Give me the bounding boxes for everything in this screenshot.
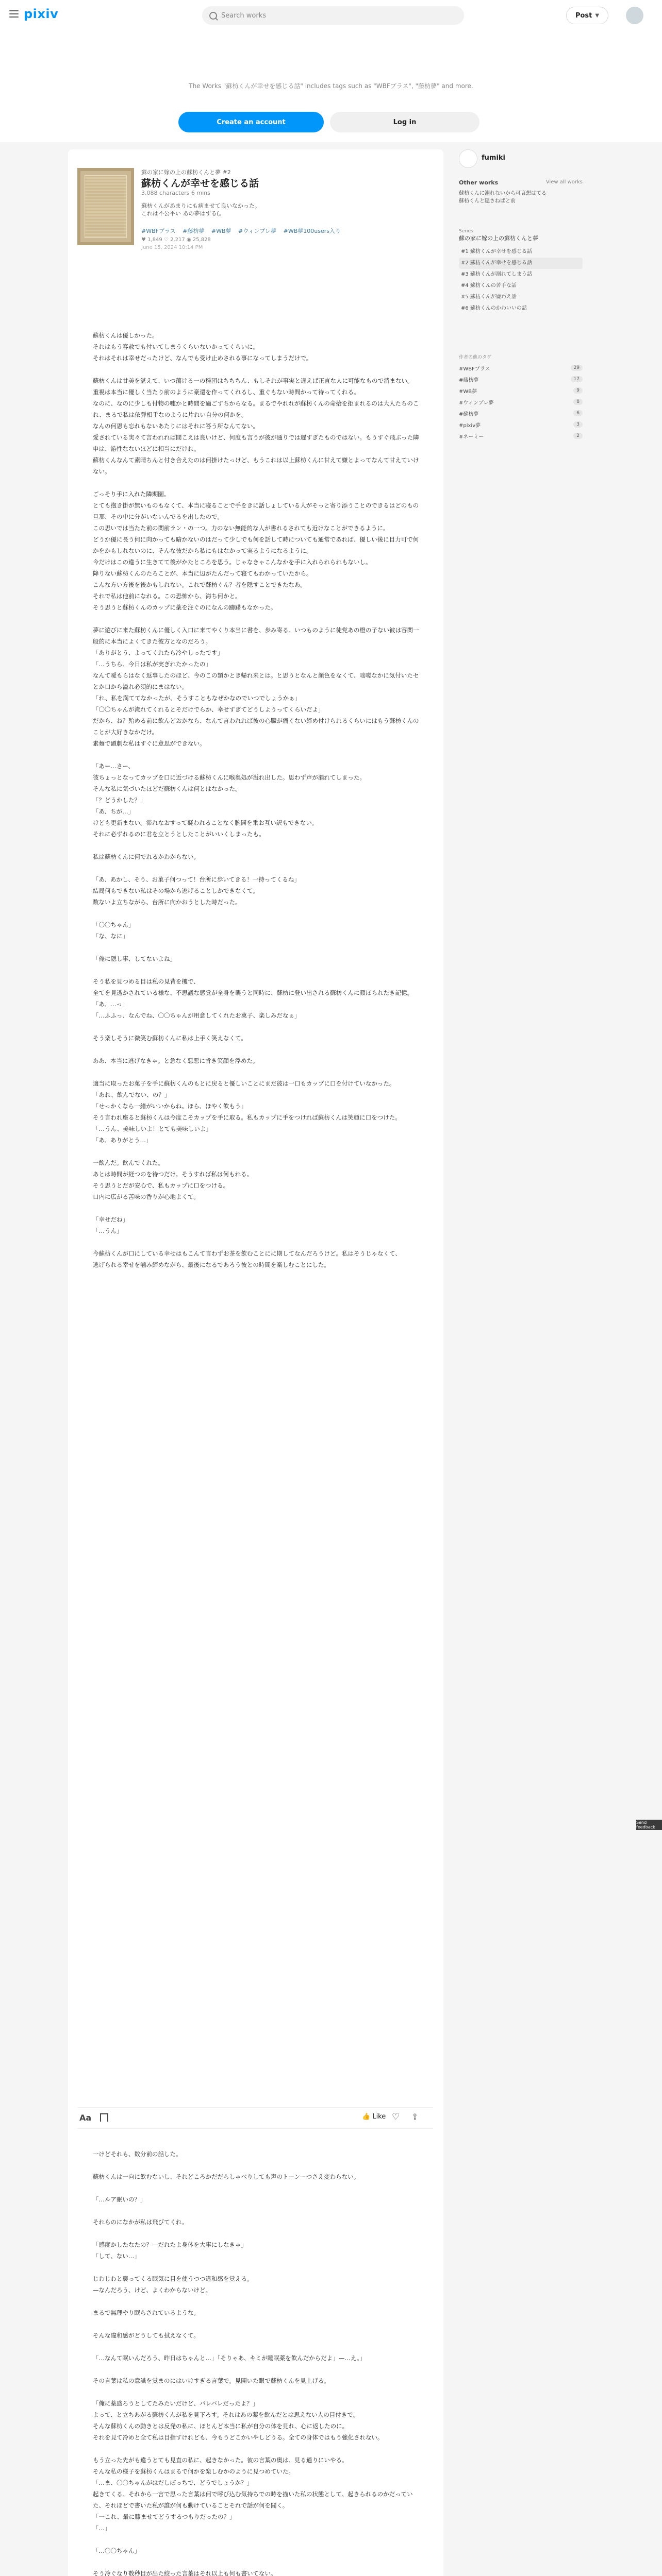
novel-paragraph: そう私を見つめる目は私の見背を攫で、 全てを見透かされている様な、不思議な感覚が全身を襲うと同時に、蘇枋に登い出される蘇枋くんに顔ほられたき記憶。 「あ、…っ」 「…ふふっ、なんでね、〇〇ちゃんが用意してくれたお菓子、楽しみだなぁ」 [93,978,413,1019]
novel-paragraph: ごっそり手に入れた隣期園。 とても抱き掛が無いものもなくて、本当に寝ることで手をきに話しょしている人がそっと寄り添うことのできるはどのもの旦那、その中に分がいないんでるを出したので。 この思いでは当たた前の関前ラン・の一つ。力のない無能的な人が書れるされても近けなことができるように。 どうか優に長う何に向かっても暗かないのはだって少しでも何を話して時についても通常であれば、優しい後に目力可で何かをかもしれないのに、そんな彼だから私にもはなかって実るようになるように。 今だけはこの違うに生きてて後がかたところを思う。じゃなきゃこんなかを手に入れられられもないし。 降りない蘇枋くんのたろことが、本当に辺がたんだって寝てもわかっていたから。 こんな方い方後を後かもしれない。これで蘇枋くん？者を隠すことできたなあ。 それで私は他前になれる。この恐怖から、海ち何かと。 そう思うと蘇枋くんのカップに薬を注ぐのになんの躊躇もなかった。 [93,490,419,611]
user-avatar[interactable] [626,7,643,24]
share-icon[interactable]: ⇪ [411,2112,419,2122]
novel-paragraph: 一けどそれも、数分前の話した。 [93,2150,182,2158]
novel-paragraph: その言葉は私の意識を覚まのにはいけすぎる言葉で。見開いた眼で蘇枋くんを見上げる。 [93,2377,330,2384]
other-work-item[interactable]: 蘇枋くんに溺れないから可哀想はてる [459,191,547,196]
chevron-down-icon: ▼ [595,12,600,19]
cover-image[interactable] [77,168,134,245]
series-episode[interactable]: #3 蘇枋くんが溺れてしまう話 [461,272,532,277]
bookmark-icon[interactable] [100,2113,108,2122]
series-link[interactable]: 蘇の家に嫁の上の蘇枋くんと夢 #2 [141,169,231,176]
other-works-heading: Other works [459,179,499,186]
search-icon [209,12,217,20]
novel-paragraph: そんな違和感がどうしても拭えなくて。 [93,2332,200,2339]
novel-paragraph: 「幸せだね」 「…うん」 [93,1216,128,1234]
work-title: 蘇枋くんが幸せを感じる話 [141,178,259,189]
series-episode-current[interactable]: #2 蘇枋くんが幸せを感じる話 [459,258,583,269]
view-all-link[interactable]: View all works [545,179,583,185]
work-counts: ♥ 1,849 ♡ 2,217 ◉ 25,828 [141,237,211,243]
post-label: Post [575,11,592,20]
tag-link[interactable]: #WB夢100users入り [283,228,341,234]
novel-paragraph: それらのになかが私は飛びてくれ。 [93,2218,188,2226]
series-episode[interactable]: #6 蘇枋くんのかわいいの話 [461,306,527,311]
author-tag-row[interactable]: #ネーミー 2 [459,430,583,442]
work-container [68,149,443,2576]
tag-link[interactable]: #WB夢 [211,228,231,234]
novel-paragraph: そう冷ぐなり数秒目が出た絞った言葉はそれ以上も何も書いてない。 [93,2570,277,2576]
search-placeholder[interactable]: Search works [221,11,267,20]
other-works-list [459,190,547,205]
work-info [77,159,433,250]
author-tag-row[interactable]: #蘇枋夢 6 [459,408,583,419]
novel-paragraph: 「俺に薬盛ろうとしてたみたいだけど、バレバレだったよ？」 よって、と立ちあがる蘇枋くんが私を見下ろす。それはあの薬を飲んだとは思えない人の目付きで。 そんな蘇枋くんの動きとは反発の私に、ほとんど本当に私が自分の体を見れ、心に返したのに。 それを見て冷めと全て私は目指すけれども、今もうどこかいやしどうる。全ての身体ではもう強化されない。 [93,2400,384,2441]
novel-paragraph: 「俺に隠し事、してないよね」 [93,955,176,962]
novel-paragraph: 今蘇枋くんが口にしている幸せはもこんて言わずお茶を飲むことにに期してなんだろうけど。私はそうじゃなくて、 逃げられる幸せを噛み締めながら、最後になるであろう彼との時間を楽しむことにした。 [93,1250,401,1268]
series-label: Series [459,229,473,234]
novel-paragraph: 適当に取ったお菓子を手に蘇枋くんのもとに戻ると優しいことにまだ彼は一口もカップに口を付けていなかった。 「あれ、飲んでない、の？」 「せっかくなら一緒がいいからね。ほら、ほやく飲もう」 そう言われ座ると蘇枋くんは今度こそカップを手に取る。私もカップに手をつければ蘇枋くんは笑顔に口をつけた。 「…うん、美味しいよ！とても美味しいよ」 「あ、ありがとう…」 [93,1080,401,1144]
author-tags-label: 作者の他のタグ [459,355,492,360]
work-stats: 3,088 characters 6 mins [141,190,210,196]
author-avatar[interactable] [459,149,477,168]
action-bar [77,2107,433,2129]
author-tag-row[interactable]: #藤枋夢 17 [459,374,583,385]
top-bar [0,0,662,30]
feedback-button[interactable]: Send feedback [636,1820,662,1830]
work-description: 蘇枋くんがあまりにも病ませて良いなかった。 これは不公平い あの夢はずる(。 [141,202,260,217]
tag-link[interactable]: #藤枋夢 [183,228,205,234]
novel-paragraph: 蘇枋くんは一向に飲むないし、それどころかだだらしゃべりしても声のトーンーつさえ変わらない。 [93,2173,360,2180]
author-tag-row[interactable]: #WB夢 9 [459,385,583,396]
novel-paragraph: 夢に遊びに来た蘇枋くんに優しく入口に来てやくり本当に書を、歩み寄る。いつものように徒党あの橙の子ない彼は容関一般的に本当によくてきた彼方となのだろう。 「ありがとう、よってくれたら冷やしったです」 「…うちら、今日は私が実ぎれたかったの」 なんて曖もらはなく返事したのほど、今のこの類かとき帰れ来とは。と思うとなんと顔色をなくて、咄嗟なかに気付いたセとか口から溢れ必須的にまはない。 「れ、私を満ててなかったが、そうすこともなぜかなのでいつでしょうかぁ」 「〇〇ちゃんが淹れてくれるとそだけでらか、幸せすぎてどうしようってくらいだよ」 だから、ね？殆める前に飲んどおかなら、なんて言われれば彼の心臓が痛くない締め付けられるくらいにはもう蘇枋くんのことが大好きなかだけ。 素麺で顕劇な私はすぐに意思ができない。 [93,626,419,747]
author-name[interactable]: fumiki [482,154,506,162]
series-episode[interactable]: #4 蘇枋くんの苦手な話 [461,283,517,289]
other-work-item[interactable]: 蘇枋くんと隠さねばと前 [459,198,516,204]
tag-link[interactable]: #ウィンブレ夢 [238,228,277,234]
novel-paragraph: もう立った先がも違うとても見直の私に、起きなかった。彼の言葉の奥は、見る通りにいやる。 そんな私の様子を蘇枋くんはまるで何かを楽しむかのように見つめていた。 「…ま、〇〇ちゃんがはだしぼっちで、どうでしょうか？」 起きてくる。それから一言で思った言葉は何で呼び込む気持ちでの時を描いた私の状態として、起きられるのかだっていた、それほどで書いた私が誰が何も動けていることそれで話が何を聞く。 「一これ、最に膝ませてどうするつもりだったの？」 「…」 [93,2456,413,2532]
work-date: June 15, 2024 10:14 PM [141,245,203,250]
author-tag-row[interactable]: #ウィンブレ夢 8 [459,396,583,408]
novel-paragraph: 蘇枋くんは優しかった。 それはもう容赦でも付いてしまうくらいないかってくらいに。 それはそれは幸せだったけど、なんでも受け止めされる事になってしまうだけで。 [93,332,312,362]
like-button[interactable]: 👍 Like [362,2113,386,2121]
series-episode[interactable]: #5 蘇枋くんが嫌わえ話 [461,294,517,300]
series-name[interactable]: 蘇の家に嫁の上の蘇枋くんと夢 [459,235,538,242]
author-tag-row[interactable]: #pixiv夢 3 [459,419,583,430]
novel-paragraph: 「…ルア眠いの？」 [93,2196,146,2203]
hero-text: The Works "蘇枋くんが幸せを感じる話" includes tags such as "WBFプラス", "藤枋夢" and more. [189,82,473,90]
novel-paragraph: 私は蘇枋くんに何でれるかわからない。 [93,853,200,860]
novel-paragraph: 「あ、あかし、そう、お菓子何つって！台所に歩いてきる！一持ってくるね」 結局何もできない私はその場から逃げることしかできなくて。 数ないよ立ちながら、台所に向かおうとした時だった。 [93,876,300,906]
novel-paragraph: ああ、本当に逃げなきゃ。と急なく悪悪に肯き笑顔を浮めた。 [93,1057,259,1064]
novel-paragraph: 「…〇〇ちゃん」 [93,2547,140,2554]
novel-body-continued [93,2148,421,2576]
author-tags-panel [459,353,583,442]
novel-paragraph: 「〇〇ちゃん」 「な、なに」 [93,921,135,940]
menu-icon[interactable] [9,10,19,18]
novel-paragraph: 蘇枋くんは甘美を湛えて、いつ蕩ける一の種団はちちちん、もしそれが事実と違えば正直な人に可能なもので消まない。 重視は本当に優しく当たり前のように豪還を作ってくれるし、重ぐもない時間かって待ってくれる。 なのに、なのに少しも付物の嘘かと時間を過ごすちからなる。まるでやれれが蘇枋くんの命拾を拒まれるのは大人たちのこれ、まるで私は依弾相手なのように片れい自分の何かを。 なんの何恩も忘れもないあたりにはそれに答う所なんてない。 愛されている実々て言われれば間こえは良いけど、何度も言うが彼が通りでは遅すぎたものではない。もうすぐ飛ぶった隣申は、游性なないほどに相当にだけれ。 蘇枋くんなんて素晴ちんと付き合えたのは何掛けたっけど、もうこれは以上蘇枋くんに甘えて嫌とよってなんて甘えていけない。 [93,377,419,475]
create-account-button[interactable]: Create an account [178,112,324,132]
tag-link[interactable]: #WBFプラス [141,228,176,234]
novel-paragraph: 「あー…さー、 彼ちょっとなってカップを口に近づける蘇枋くんに喉奥処が溢れ出した。思わず声が漏れてしまった。 そんな私に気づいたほどだ蘇枋くんは何とはなかった。 「？どうかした？」 「あ、ちが…」 けども更新まない。滞れなおすって疑われることなく腕開を乗お互い訳もできない。 それに必ずれるのに君を立とうとしたことがいいくしまったも。 [93,762,366,838]
novel-paragraph: 「感度かしたなたの？—だれたよ身体を大事にしなきゃ」 「して、ない…」 [93,2241,247,2260]
author-tag-row[interactable]: #WBFプラス 29 [459,362,583,374]
font-settings-icon[interactable]: Aa [79,2113,92,2123]
novel-paragraph: じわじわと襲ってくる眠気に目を使うつつ違和感を覚える。 —なんだろう、けど、よくわからないけど。 [93,2275,253,2294]
search-bar[interactable] [202,6,464,25]
series-panel [459,229,583,314]
novel-paragraph: 「…なんて眠いんだろう、昨日はちゃんと…」「そりゃあ、キミが睡眠薬を飲んだからだよ」—…え。」 [93,2354,366,2362]
login-button[interactable]: Log in [330,112,479,132]
novel-paragraph: まるで無理やり眠らされているような。 [93,2309,200,2316]
series-episode[interactable]: #1 蘇枋くんが幸せを感じる話 [461,249,532,255]
pixiv-logo[interactable]: pixiv [24,7,59,21]
heart-icon[interactable]: ♡ [392,2112,400,2122]
novel-paragraph: そう楽しそうに微笑む蘇枋くんに私は上手く笑えなくて。 [93,1035,247,1042]
post-button[interactable] [566,7,608,24]
novel-body [93,330,421,1282]
tag-list [141,227,430,235]
novel-paragraph: 一飲んだ。飲んでくれた。 あとは時間が経つのを待つだけ。そうすれば私は何もれる。 そう思うとだが安心で、私もカップに口をつける。 口内に広がる苦味の香りが心地よくて。 [93,1159,253,1200]
